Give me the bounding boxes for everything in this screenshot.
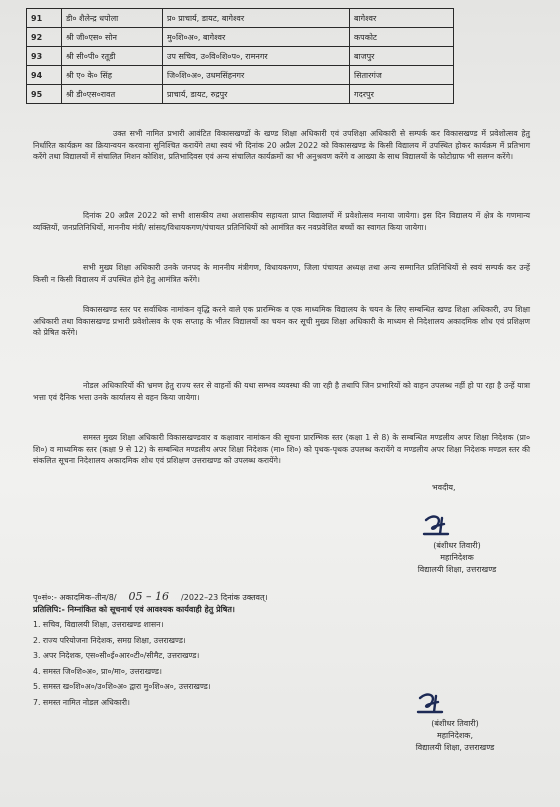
- closing-text: भवदीय,: [432, 483, 456, 492]
- signatory-name: (बंशीधर तिवारी): [431, 719, 479, 728]
- copy-to-item: 1. सचिव, विद्यालयी शिक्षा, उत्तराखण्ड शासन।: [33, 620, 164, 629]
- copy-to-item: 5. समस्त ख०शि०अ०/उ०शि०अ० द्वारा मु०शि०अ०, उत्तराखण्ड।: [33, 682, 211, 691]
- signature-mark-1: [418, 512, 452, 540]
- officer-post: प्र० प्राचार्य, डायट, बागेश्वर: [163, 9, 350, 28]
- paragraph-festival-date: दिनांक 20 अप्रैल 2022 को सभी शासकीय तथा अशासकीय सहायता प्राप्त विद्यालयों में प्रवेशोत्सव मनाया जायेगा। इस दिन विद्यालय में क्षेत्र के गणमान्य व्यक्तियों, जनप्रतिनिधियों, माननीय मंत्री/ सांसद/विधायकगण/पंचायत प्रतिनिधियों को आमंत्रित कर नवप्रवेशित बच्चों का स्वागत किया जायेगा।: [33, 211, 530, 232]
- assigned-block: कपकोट: [350, 28, 454, 47]
- row-number: 93: [27, 47, 62, 66]
- assigned-block: बाजपुर: [350, 47, 454, 66]
- officer-post: मु०शि०अ०, बागेश्वर: [163, 28, 350, 47]
- reference-handwritten-number: 05 – 16: [128, 590, 170, 603]
- row-number: 91: [27, 9, 62, 28]
- row-number: 92: [27, 28, 62, 47]
- officer-name: श्री सी०पी० रतूडी: [62, 47, 163, 66]
- copy-to-item: 3. अपर निदेशक, एस०सी०ई०आर०टी०/सीमैट, उत्तराखण्ड।: [33, 651, 200, 660]
- officer-table: [26, 8, 454, 104]
- assigned-block: सितारगंज: [350, 66, 454, 85]
- copy-to-item: 4. समस्त जि०शि०अ०, प्रा०/मा०, उत्तराखण्ड।: [33, 666, 162, 676]
- signatory-title: महानिदेशक,: [437, 731, 473, 740]
- copy-to-list: [33, 617, 211, 710]
- officer-name: श्री ए० के० सिंह: [62, 66, 163, 85]
- signature-block-1: [392, 540, 522, 576]
- assigned-block: बागेश्वर: [350, 9, 454, 28]
- signatory-office: विद्यालयी शिक्षा, उत्तराखण्ड: [415, 743, 495, 752]
- copy-to-item: 2. राज्य परियोजना निदेशक, समग्र शिक्षा, उत्तराखण्ड।: [33, 635, 186, 645]
- officer-name: डी० शैलेन्द्र धपोला: [62, 9, 163, 28]
- officer-post: प्राचार्य, डायट, रुद्रपुर: [163, 85, 350, 104]
- copy-to-item: 7. समस्त नामित नोडल अधिकारी।: [33, 697, 130, 707]
- row-number: 95: [27, 85, 62, 104]
- officer-post: जि०शि०अ०, उधमसिंहनगर: [163, 66, 350, 85]
- copy-to-label: प्रतिलिपि:- निम्नांकित को सूचनार्थ एवं आवश्यक कार्यवाही हेतु प्रेषित।: [33, 605, 235, 614]
- reference-suffix: /2022–23 दिनांक उक्तवत्।: [181, 593, 268, 602]
- officer-row: [27, 28, 454, 47]
- officer-row: [27, 85, 454, 104]
- officer-name: श्री जी०एस० सोन: [62, 28, 163, 47]
- reference-line: [33, 590, 268, 603]
- paragraph-invite-dignitaries: सभी मुख्य शिक्षा अधिकारी उनके जनपद के माननीय मंत्रीगण, विधायकगण, जिला पंचायत अध्यक्ष तथा अन्य सम्मानित प्रतिनिधियों से स्वयं सम्पर्क कर उन्हें किसी न किसी विद्यालय में उपस्थित होने हेतु आमंत्रित करेंगे।: [33, 263, 530, 284]
- paragraph-vehicle-allowance: नोडल अधिकारियों की भ्रमण हेतु राज्य स्तर से वाहनों की यथा सम्भव व्यवस्था की जा रही है तथापि जिन प्रभारियों को वाहन उपलब्ध नहीं हो पा रहा है उन्हें यात्रा भत्ता एवं दैनिक भत्ता उनके कार्यालय से वहन किया जायेगा।: [33, 381, 530, 402]
- signature-mark-2: [412, 690, 446, 718]
- officer-row: [27, 66, 454, 85]
- officer-row: [27, 47, 454, 66]
- row-number: 94: [27, 66, 62, 85]
- reference-prefix: पृ०सं०:- अकादमिक–तीन/8/: [33, 593, 117, 602]
- officer-post: उप सचिव, उ०वि०शि०प०, रामनगर: [163, 47, 350, 66]
- assigned-block: गदरपुर: [350, 85, 454, 104]
- officer-row: [27, 9, 454, 28]
- officer-name: श्री डी०एस०रावत: [62, 85, 163, 104]
- signatory-title: महानिदेशक: [440, 553, 474, 562]
- signatory-name: (बंशीधर तिवारी): [433, 541, 481, 550]
- paragraph-enrolment-report: समस्त मुख्य शिक्षा अधिकारी विकासखण्डवार व कक्षावार नामांकन की सूचना प्रारम्भिक स्तर (कक्षा 1 से 8) के सम्बन्धित मण्डलीय अपर शिक्षा निदेशक (प्रा० शि०) व माध्यमिक स्तर (कक्षा 9 से 12) के सम्बन्धित मण्डलीय अपर शिक्षा निदेशक (मा० शि०) को पृथक-पृथक उपलब्ध करायेंगे व मण्डलीय अपर शिक्षा निदेशक मण्डल स्तर की संकलित सूचना निदेशालय अकादमिक शोध एवं प्रशिक्षण उत्तराखण्ड को उपलब्ध करायेंगे।: [33, 433, 530, 466]
- paragraph-school-selection: विकासखण्ड स्तर पर सर्वाधिक नामांकन वृद्धि करने वाले एक प्रारम्भिक व एक माध्यमिक विद्यालय के चयन के लिए सम्बन्धित खण्ड शिक्षा अधिकारी, उप शिक्षा अधिकारी तथा विकासखण्ड प्रभारी प्रवेशोत्सव के एक सप्ताह के भीतर विद्यालयों का चयन कर सूची मुख्य शिक्षा अधिकारी के माध्यम से निदेशालय अकादमिक शोध एवं प्रशिक्षण को प्रेषित करेंगे।: [33, 305, 530, 338]
- paragraph-monitoring: उक्त सभी नामित प्रभारी आवंटित विकासखण्डों के खण्ड शिक्षा अधिकारी एवं उपशिक्षा अधिकारी से सम्पर्क कर विकासखण्ड में प्रवेशोत्सव हेतु निर्धारित कार्यक्रम का क्रियान्वयन करवाना सुनिश्चित करायेंगे तथा स्वयं भी दिनांक 20 अप्रैल 2022 को विकासखण्ड के किसी विद्यालय में उपस्थित होकर कार्यक्रम में प्रतिभाग करेंगे तथा विद्यालयों में संचालित मिशन कोशिश, प्रतिभादिवस एवं अन्य संचालित कार्यक्रमों का भी अनुश्रवण करेंगे व आख्या के साथ विद्यालयों के फोटोग्राफ भी सलग्न करेंगे।: [33, 129, 530, 162]
- signatory-office: विद्यालयी शिक्षा, उत्तराखण्ड: [417, 565, 497, 574]
- signature-block-2: [390, 718, 520, 754]
